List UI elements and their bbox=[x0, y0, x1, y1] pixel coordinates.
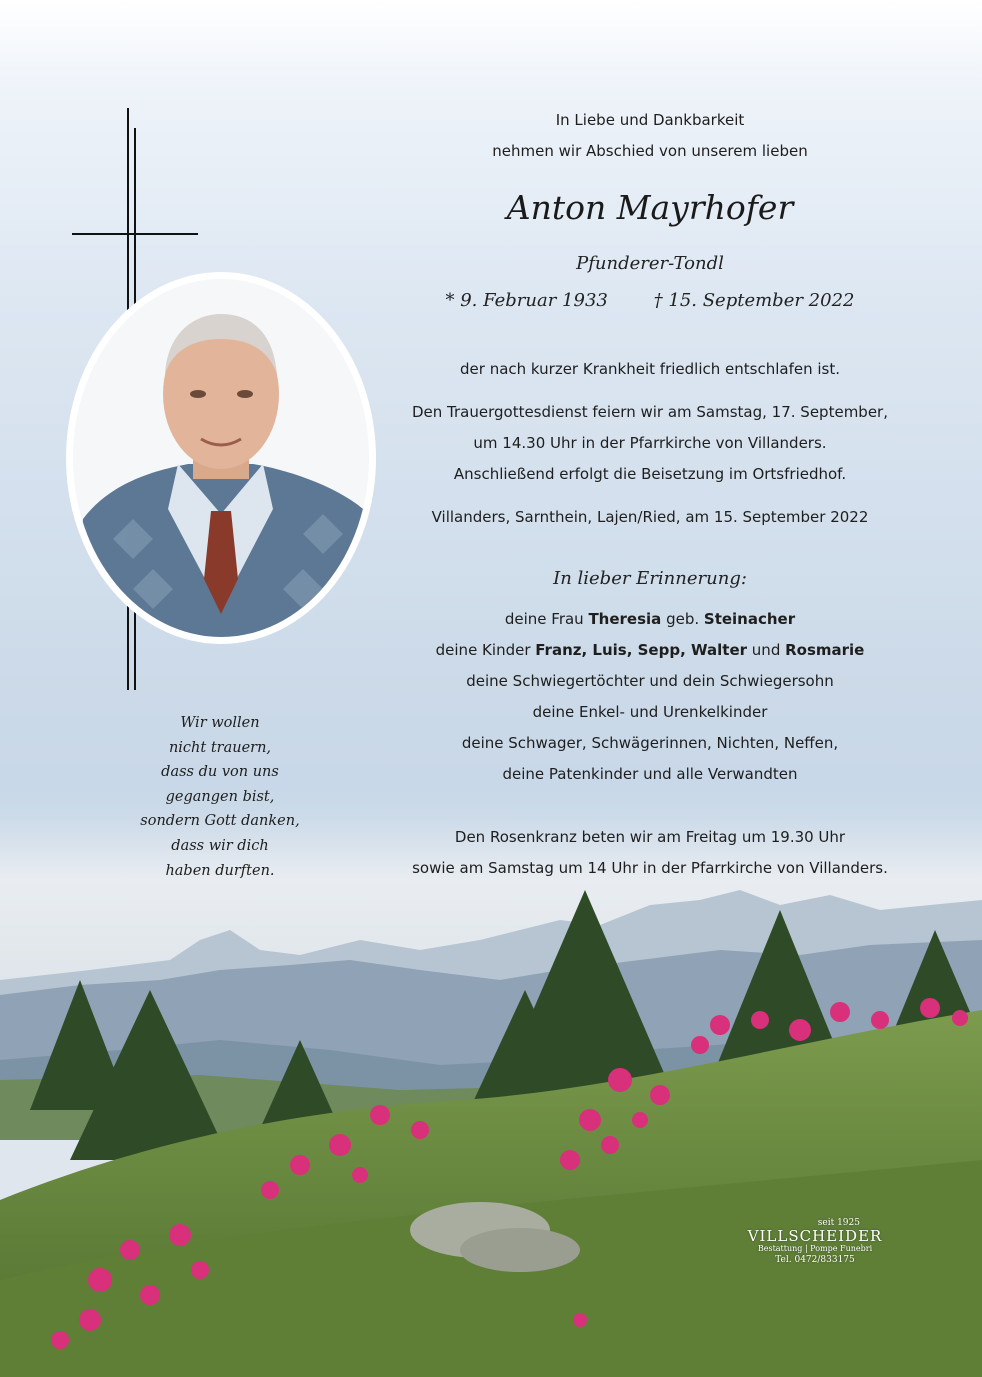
place-date-line: Villanders, Sarnthein, Lajen/Ried, am 15. September 2022 bbox=[431, 508, 869, 526]
funeral-home-logo bbox=[740, 1218, 890, 1265]
rosary-line-2: sowie am Samstag um 14 Uhr in der Pfarrkirche von Villanders. bbox=[412, 859, 888, 877]
rosary-text bbox=[400, 822, 900, 884]
cross-horizontal-line bbox=[72, 233, 198, 235]
mourner-children: deine Kinder Franz, Luis, Sepp, Walter und Rosmarie bbox=[435, 641, 865, 659]
poem-line: dass wir dich bbox=[171, 837, 269, 854]
deceased-nickname: Pfunderer-Tondl bbox=[576, 253, 724, 274]
mourner-others: deine Patenkinder und alle Verwandten bbox=[502, 765, 798, 783]
poem-line: sondern Gott danken, bbox=[140, 813, 300, 830]
mourners-list bbox=[400, 604, 900, 790]
mourner-in-laws: deine Schwiegertöchter und dein Schwiegersohn bbox=[466, 672, 834, 690]
logo-subtitle: Bestattung | Pompe Funebri bbox=[757, 1244, 873, 1253]
mourner-wife: deine Frau Theresia geb. Steinacher bbox=[504, 610, 796, 628]
intro-line-1: In Liebe und Dankbarkeit bbox=[555, 111, 745, 129]
life-dates bbox=[400, 290, 900, 311]
rosary-line-1: Den Rosenkranz beten wir am Freitag um 19.30 Uhr bbox=[454, 828, 846, 846]
intro-text bbox=[400, 105, 900, 167]
poem-line: haben durften. bbox=[165, 862, 275, 879]
mourner-grandchildren: deine Enkel- und Urenkelkinder bbox=[532, 703, 768, 721]
birth-date: * 9. Februar 1933 bbox=[445, 290, 608, 311]
logo-brand: VILLSCHEIDER bbox=[747, 1227, 883, 1245]
announcement-text bbox=[400, 354, 900, 533]
poem-line: dass du von uns bbox=[161, 764, 279, 781]
service-line-2: um 14.30 Uhr in der Pfarrkirche von Villanders. bbox=[473, 434, 827, 452]
service-line-3: Anschließend erfolgt die Beisetzung im Ortsfriedhof. bbox=[453, 465, 847, 483]
deceased-name: Anton Mayrhofer bbox=[506, 188, 794, 227]
mourner-siblings: deine Schwager, Schwägerinnen, Nichten, Neffen, bbox=[461, 734, 839, 752]
logo-since: seit 1925 bbox=[817, 1218, 860, 1228]
poem-line: nicht trauern, bbox=[168, 739, 272, 756]
logo-phone: Tel. 0472/833175 bbox=[775, 1255, 855, 1265]
passing-line: der nach kurzer Krankheit friedlich entschlafen ist. bbox=[460, 360, 840, 378]
poem bbox=[120, 711, 320, 883]
portrait-photo bbox=[73, 279, 369, 637]
memory-heading: In lieber Erinnerung: bbox=[553, 568, 747, 589]
poem-line: gegangen bist, bbox=[165, 788, 275, 805]
intro-line-2: nehmen wir Abschied von unserem lieben bbox=[492, 142, 808, 160]
poem-line: Wir wollen bbox=[180, 715, 260, 731]
death-date: † 15. September 2022 bbox=[653, 290, 855, 311]
service-line-1: Den Trauergottesdienst feiern wir am Samstag, 17. September, bbox=[411, 403, 888, 421]
